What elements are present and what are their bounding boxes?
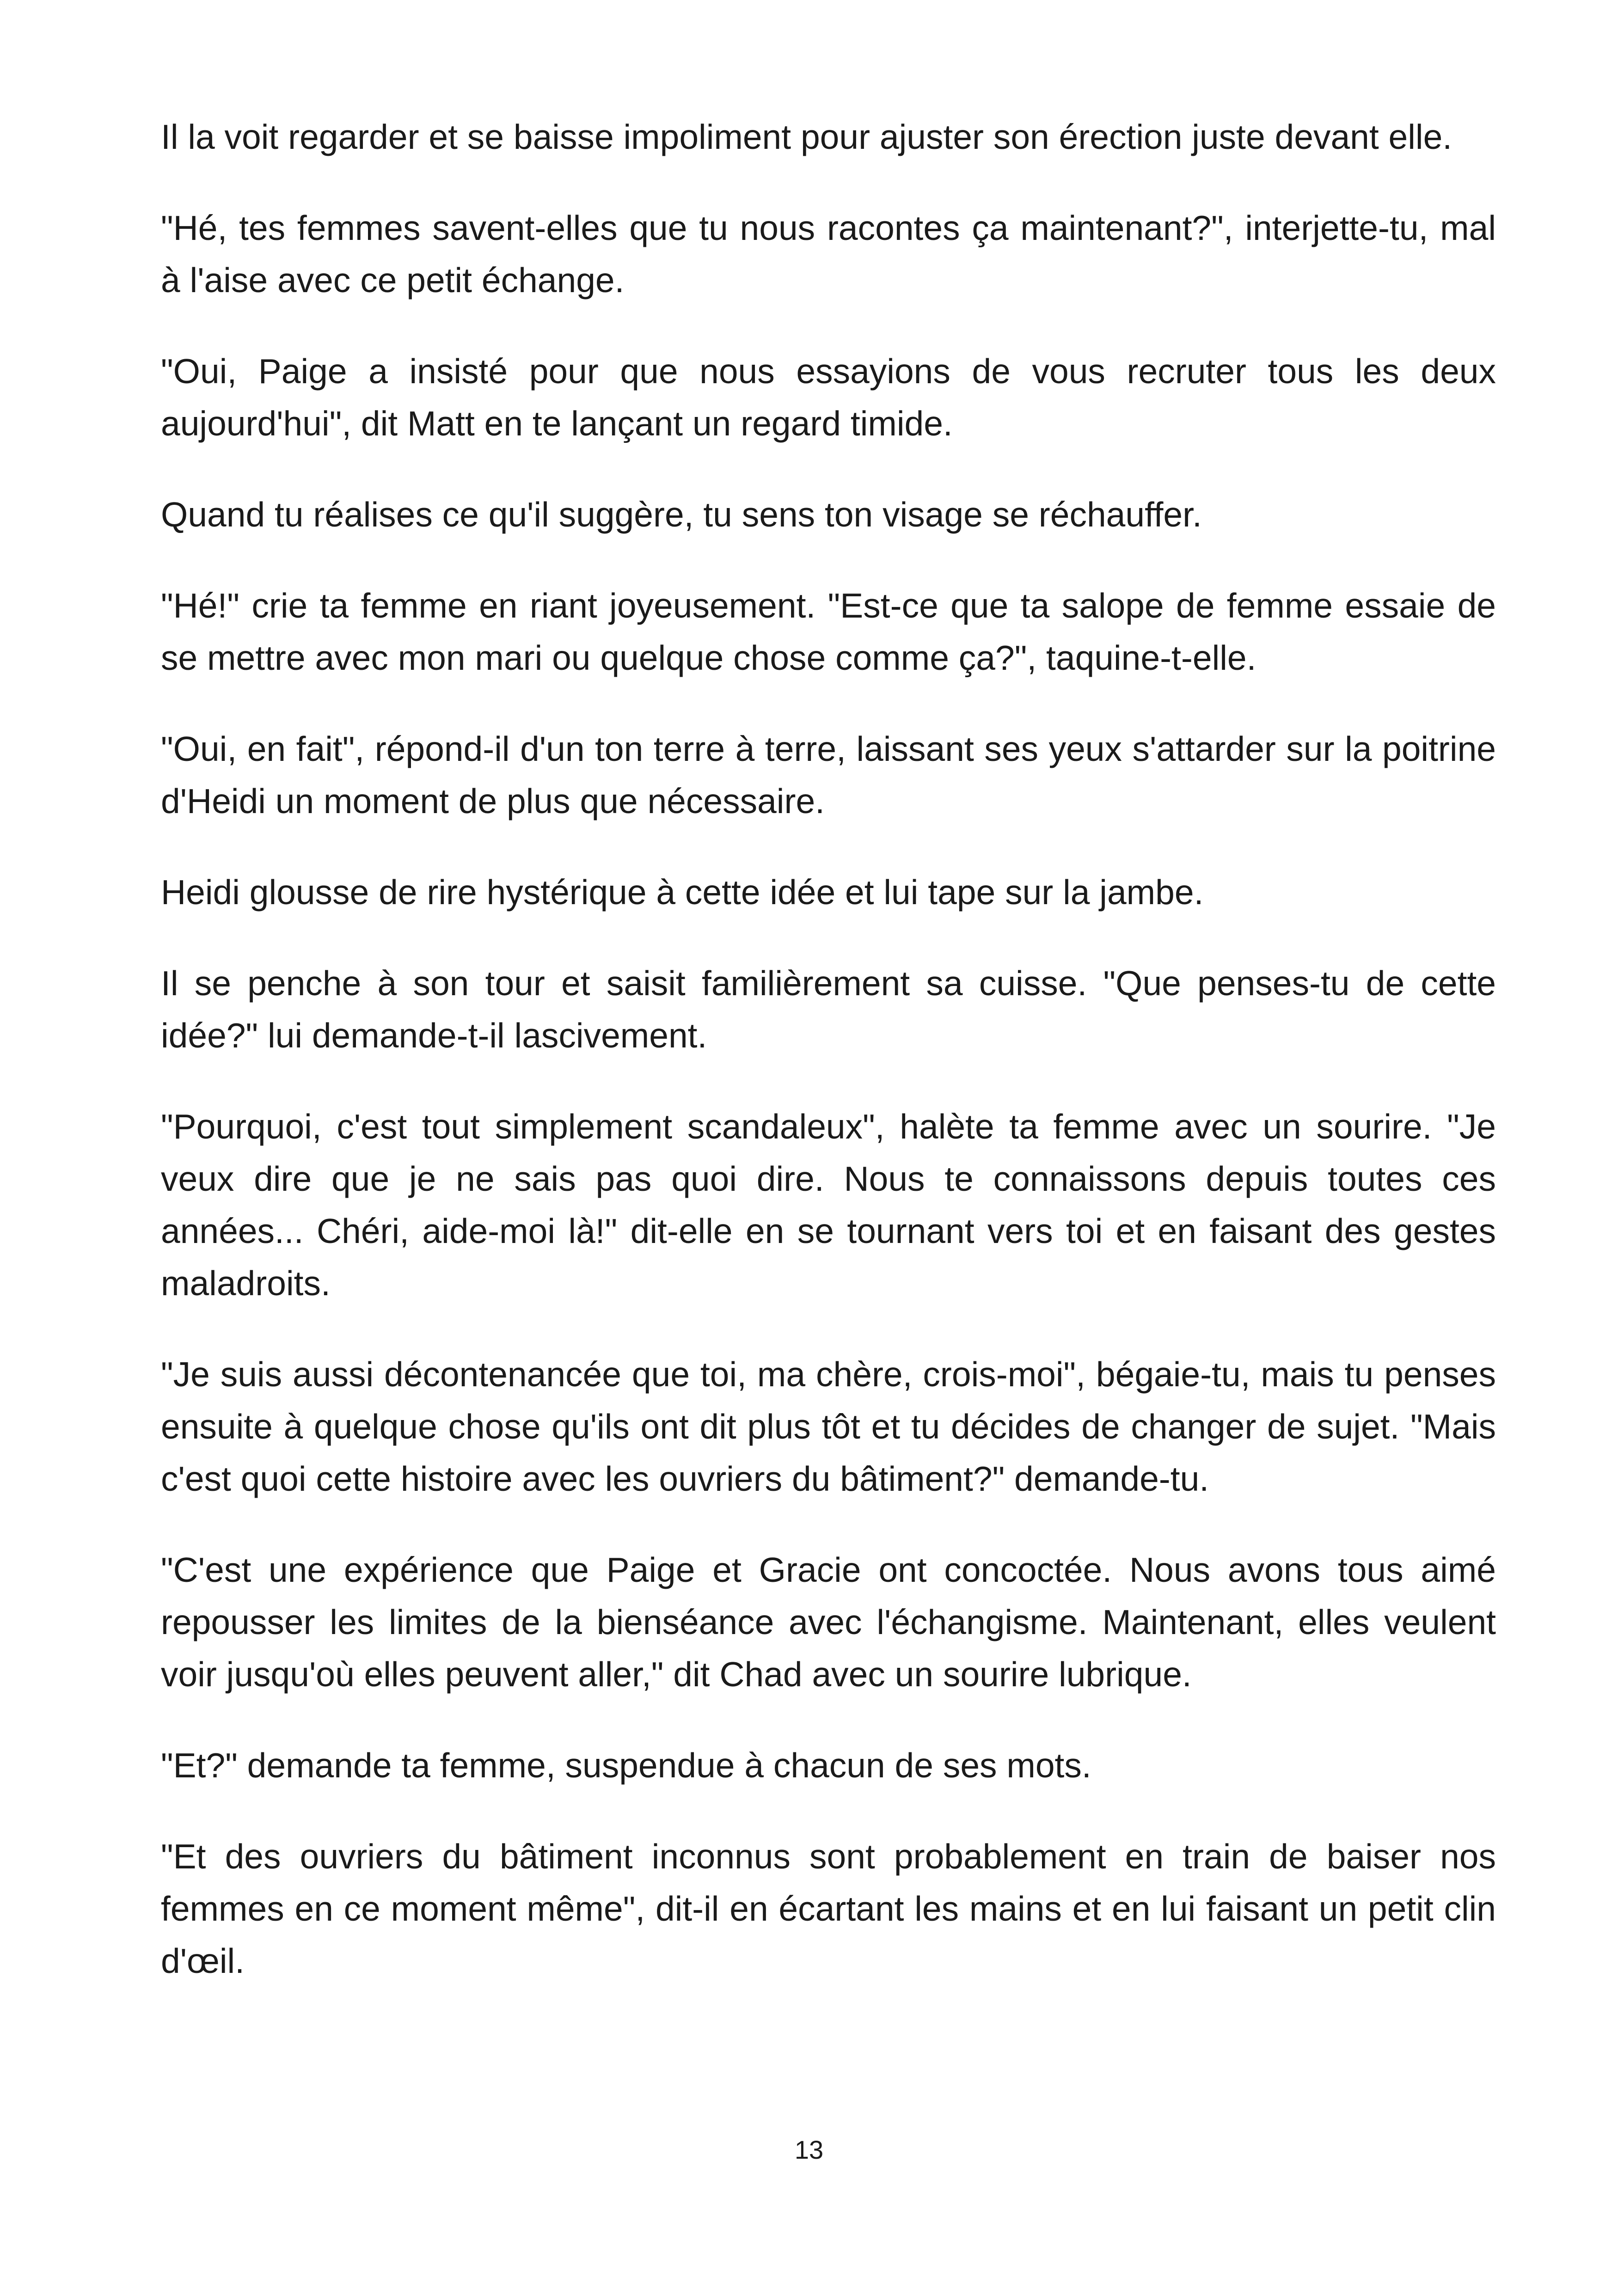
paragraph-7: Heidi glousse de rire hystérique à cette idée et lui tape sur la jambe. (161, 873, 1204, 912)
paragraph-2: "Hé, tes femmes savent-elles que tu nous racontes ça maintenant?", interjette-tu, mal à l'aise avec ce petit échange. (161, 208, 1496, 300)
paragraph-12: "Et?" demande ta femme, suspendue à chacun de ses mots. (161, 1746, 1091, 1785)
paragraph-1: Il la voit regarder et se baisse impoliment pour ajuster son érection juste devant elle. (161, 117, 1453, 156)
body-text (161, 111, 1496, 1987)
paragraph-6: "Oui, en fait", répond-il d'un ton terre à terre, laissant ses yeux s'attarder sur la poitrine d'Heidi un moment de plus que nécessaire. (161, 729, 1496, 820)
paragraph-10: "Je suis aussi décontenancée que toi, ma chère, crois-moi", bégaie-tu, mais tu penses ensuite à quelque chose qu'ils ont dit plus tôt et tu décides de changer de sujet. "Mais c'est quoi cette histoire avec les ouvriers du bâtiment?" demande-tu. (161, 1355, 1496, 1498)
paragraph-9: "Pourquoi, c'est tout simplement scandaleux", halète ta femme avec un sourire. "Je veux dire que je ne sais pas quoi dire. Nous te connaissons depuis toutes ces années... Chéri, aide-moi là!" dit-elle en se tournant vers toi et en faisant des gestes maladroits. (161, 1107, 1496, 1303)
page-number: 13 (794, 2135, 824, 2164)
paragraph-11: "C'est une expérience que Paige et Gracie ont concoctée. Nous avons tous aimé repousser les limites de la bienséance avec l'échangisme. Maintenant, elles veulent voir jusqu'où elles peuvent aller," dit Chad avec un sourire lubrique. (161, 1550, 1496, 1694)
paragraph-8: Il se penche à son tour et saisit familièrement sa cuisse. "Que penses-tu de cette idée?" lui demande-t-il lascivement. (161, 964, 1496, 1055)
paragraph-3: "Oui, Paige a insisté pour que nous essayions de vous recruter tous les deux aujourd'hui", dit Matt en te lançant un regard timide. (161, 352, 1496, 443)
paragraph-13: "Et des ouvriers du bâtiment inconnus sont probablement en train de baiser nos femmes en ce moment même", dit-il en écartant les mains et en lui faisant un petit clin d'œil. (161, 1837, 1496, 1980)
paragraph-5: "Hé!" crie ta femme en riant joyeusement. "Est-ce que ta salope de femme essaie de se mettre avec mon mari ou quelque chose comme ça?", taquine-t-elle. (161, 586, 1496, 677)
paragraph-4: Quand tu réalises ce qu'il suggère, tu sens ton visage se réchauffer. (161, 495, 1202, 534)
